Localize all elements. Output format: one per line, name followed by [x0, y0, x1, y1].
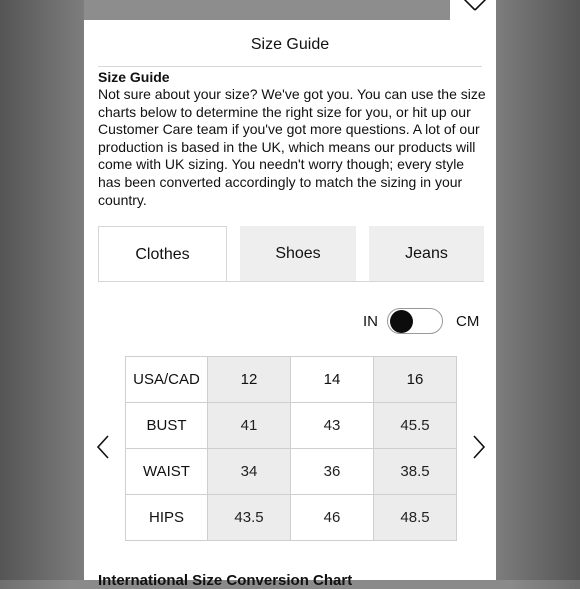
table-header-size: 14 — [291, 357, 374, 403]
prev-button[interactable] — [94, 434, 114, 460]
close-icon — [450, 0, 496, 20]
table-row-label: HIPS — [126, 495, 208, 541]
table-cell: 36 — [291, 449, 374, 495]
table-cell: 43.5 — [208, 495, 291, 541]
table-header-size: 16 — [374, 357, 457, 403]
table-row-label: WAIST — [126, 449, 208, 495]
unit-switch[interactable] — [387, 308, 443, 334]
size-guide-modal — [84, 20, 496, 589]
table-header-row — [126, 357, 457, 403]
intro-body: Not sure about your size? We've got you. You can use the size charts below to determine the right size for you, or hit up our Customer Care team if you've got more questions. A lot of our production is based in the UK, which means our products will come with UK sizing. You needn't worry though; every style has been converted accordingly to match the sizing in your country. — [98, 86, 486, 208]
tab-jeans[interactable]: Jeans — [369, 226, 484, 282]
tab-shoes[interactable]: Shoes — [240, 226, 356, 282]
tab-divider — [98, 281, 484, 282]
table-cell: 43 — [291, 403, 374, 449]
table-row — [126, 449, 457, 495]
tab-clothes[interactable]: Clothes — [98, 226, 227, 282]
table-row — [126, 495, 457, 541]
unit-label-cm: CM — [456, 313, 480, 330]
unit-toggle — [360, 308, 490, 334]
size-table — [125, 356, 457, 541]
close-button[interactable] — [450, 0, 496, 20]
table-row-label: BUST — [126, 403, 208, 449]
table-cell: 46 — [291, 495, 374, 541]
table-row — [126, 403, 457, 449]
table-cell: 41 — [208, 403, 291, 449]
next-button[interactable] — [468, 434, 488, 460]
chevron-right-icon — [468, 434, 488, 460]
intro-heading: Size Guide — [98, 69, 170, 85]
unit-label-in: IN — [363, 313, 378, 330]
title-divider — [98, 66, 482, 67]
table-cell: 45.5 — [374, 403, 457, 449]
background-top — [84, 0, 496, 20]
table-cell: 38.5 — [374, 449, 457, 495]
table-header-size: 12 — [208, 357, 291, 403]
table-cell: 48.5 — [374, 495, 457, 541]
switch-knob — [390, 310, 413, 333]
conversion-chart-heading: International Size Conversion Chart — [98, 572, 353, 589]
table-cell: 34 — [208, 449, 291, 495]
table-header-region: USA/CAD — [126, 357, 208, 403]
background-right — [496, 0, 580, 580]
background-left — [0, 0, 84, 580]
modal-title: Size Guide — [250, 36, 330, 53]
chevron-left-icon — [94, 434, 114, 460]
category-tabs — [98, 226, 484, 282]
